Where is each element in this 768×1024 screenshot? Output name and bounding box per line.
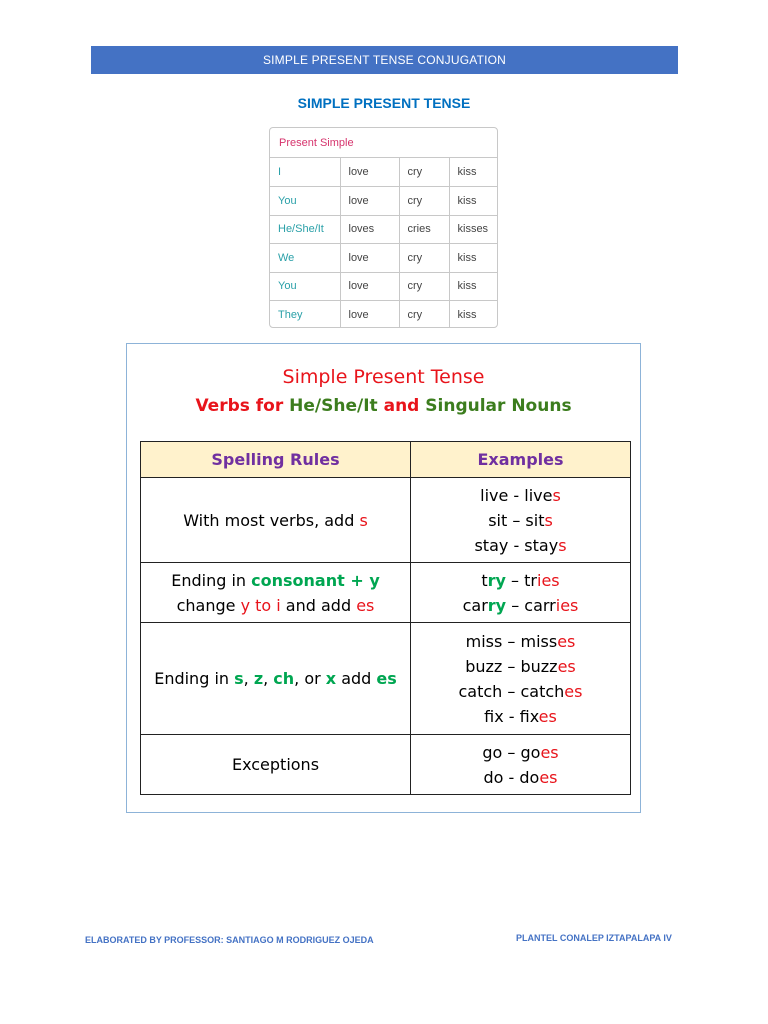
examples-cell xyxy=(411,478,631,563)
example-text: go – go xyxy=(482,742,541,762)
rule-suffix: es xyxy=(356,595,375,615)
conjugation-table-card xyxy=(269,127,498,328)
example-highlight: ry xyxy=(487,595,507,615)
rule-cell xyxy=(141,563,411,623)
page-title: SIMPLE PRESENT TENSE xyxy=(297,95,471,111)
table-row xyxy=(270,244,497,273)
example-text: t xyxy=(481,570,488,590)
column-header-rules: Spelling Rules xyxy=(141,442,411,478)
example-text: stay - stay xyxy=(474,535,559,555)
column-header-examples: Examples xyxy=(411,442,631,478)
example-suffix: es xyxy=(538,706,557,726)
example-text: fix - fix xyxy=(484,706,539,726)
example-suffix: s xyxy=(544,510,553,530)
rule-highlight: z xyxy=(253,669,264,688)
example-line xyxy=(411,593,630,618)
verb-cell: loves xyxy=(340,215,399,244)
example-suffix: es xyxy=(557,656,576,676)
subtitle-part: He/She/It xyxy=(289,396,378,416)
rule-line xyxy=(141,568,410,593)
header-bar xyxy=(91,46,678,74)
rule-line xyxy=(141,593,410,618)
footer-author: ELABORATED BY PROFESSOR: SANTIAGO M RODRIGUEZ OJEDA xyxy=(85,935,374,945)
example-line xyxy=(411,765,630,790)
example-text: buzz – buzz xyxy=(465,656,558,676)
example-text: live - live xyxy=(480,485,553,505)
pronoun-cell: I xyxy=(270,158,340,187)
example-line xyxy=(411,704,630,729)
pronoun-cell: They xyxy=(270,301,340,329)
table-row xyxy=(141,735,631,795)
spelling-rules-table xyxy=(140,441,631,795)
table-row xyxy=(141,563,631,623)
example-line xyxy=(411,629,630,654)
example-text: catch – catch xyxy=(458,681,565,701)
pronoun-cell: We xyxy=(270,244,340,273)
verb-cell: love xyxy=(340,272,399,301)
verb-cell: kisses xyxy=(449,215,497,244)
example-suffix: s xyxy=(552,485,561,505)
pronoun-cell: You xyxy=(270,272,340,301)
verb-cell: kiss xyxy=(449,272,497,301)
example-suffix: ies xyxy=(537,570,560,590)
pronoun-cell: He/She/It xyxy=(270,215,340,244)
rule-cell xyxy=(141,623,411,735)
example-text: – carr xyxy=(506,595,556,615)
table-row xyxy=(270,158,497,187)
example-text: do - do xyxy=(483,767,540,787)
verb-cell: kiss xyxy=(449,244,497,273)
example-text: car xyxy=(462,595,488,615)
verb-cell: kiss xyxy=(457,309,477,321)
verb-cell: cry xyxy=(399,301,449,329)
verb-cell: love xyxy=(340,158,399,187)
example-line xyxy=(411,654,630,679)
card-subtitle xyxy=(127,396,640,416)
rule-highlight: es xyxy=(376,669,397,688)
example-suffix: es xyxy=(539,767,558,787)
example-line xyxy=(411,483,630,508)
pronoun-cell: You xyxy=(270,187,340,216)
spelling-rules-card xyxy=(126,343,641,813)
rule-text: Ending in xyxy=(154,669,235,688)
example-highlight: ry xyxy=(487,570,506,590)
table-header-row xyxy=(141,442,631,478)
rule-highlight: s xyxy=(234,669,244,688)
rule-text: , or xyxy=(294,669,326,688)
example-line xyxy=(411,568,630,593)
conjugation-caption: Present Simple xyxy=(270,128,497,158)
rule-text: add xyxy=(336,669,377,688)
rule-text: , xyxy=(243,669,254,688)
card-title: Simple Present Tense xyxy=(282,366,485,388)
example-line xyxy=(411,740,630,765)
rule-text: Ending in xyxy=(171,570,252,590)
verb-cell: cry xyxy=(399,244,449,273)
example-suffix: es xyxy=(540,742,559,762)
table-row xyxy=(270,187,497,216)
example-suffix: es xyxy=(557,631,576,651)
example-text: sit – sit xyxy=(488,510,545,530)
example-text: miss – miss xyxy=(465,631,558,651)
example-suffix: ies xyxy=(555,595,579,615)
subtitle-part: Verbs for xyxy=(195,396,290,416)
example-line xyxy=(411,533,630,558)
verb-cell: cry xyxy=(399,187,449,216)
subtitle-part: and xyxy=(377,396,426,416)
example-line xyxy=(411,508,630,533)
rule-text: and add xyxy=(280,595,357,615)
verb-cell: cry xyxy=(399,158,449,187)
rule-cell xyxy=(141,478,411,563)
rule-highlight: y to i xyxy=(240,595,281,615)
example-text: – tr xyxy=(505,570,537,590)
example-line xyxy=(411,679,630,704)
footer-school: PLANTEL CONALEP IZTAPALAPA IV xyxy=(516,933,672,943)
table-row xyxy=(270,301,497,329)
examples-cell xyxy=(411,735,631,795)
examples-cell xyxy=(411,563,631,623)
rule-cell: Exceptions xyxy=(141,735,411,795)
verb-cell: cry xyxy=(399,272,449,301)
verb-cell: kiss xyxy=(449,158,497,187)
example-suffix: es xyxy=(564,681,583,701)
examples-cell xyxy=(411,623,631,735)
table-row xyxy=(141,478,631,563)
rule-text: change xyxy=(176,595,241,615)
rule-text: , xyxy=(263,669,274,688)
rule-suffix: s xyxy=(359,510,368,530)
rule-text: With most verbs, add xyxy=(183,510,360,530)
conjugation-table xyxy=(270,158,497,328)
verb-cell: cries xyxy=(399,215,449,244)
table-row xyxy=(141,623,631,735)
rule-highlight: ch xyxy=(273,669,295,688)
table-row xyxy=(270,272,497,301)
rule-highlight: x xyxy=(325,669,337,688)
table-row xyxy=(270,215,497,244)
rule-highlight: consonant + y xyxy=(251,570,380,590)
verb-cell: love xyxy=(340,244,399,273)
example-suffix: s xyxy=(558,535,567,555)
subtitle-part: Singular Nouns xyxy=(425,396,572,416)
verb-cell: kiss xyxy=(449,187,497,216)
header-title: SIMPLE PRESENT TENSE CONJUGATION xyxy=(262,53,507,67)
verb-cell: love xyxy=(340,301,399,329)
verb-cell: love xyxy=(340,187,399,216)
